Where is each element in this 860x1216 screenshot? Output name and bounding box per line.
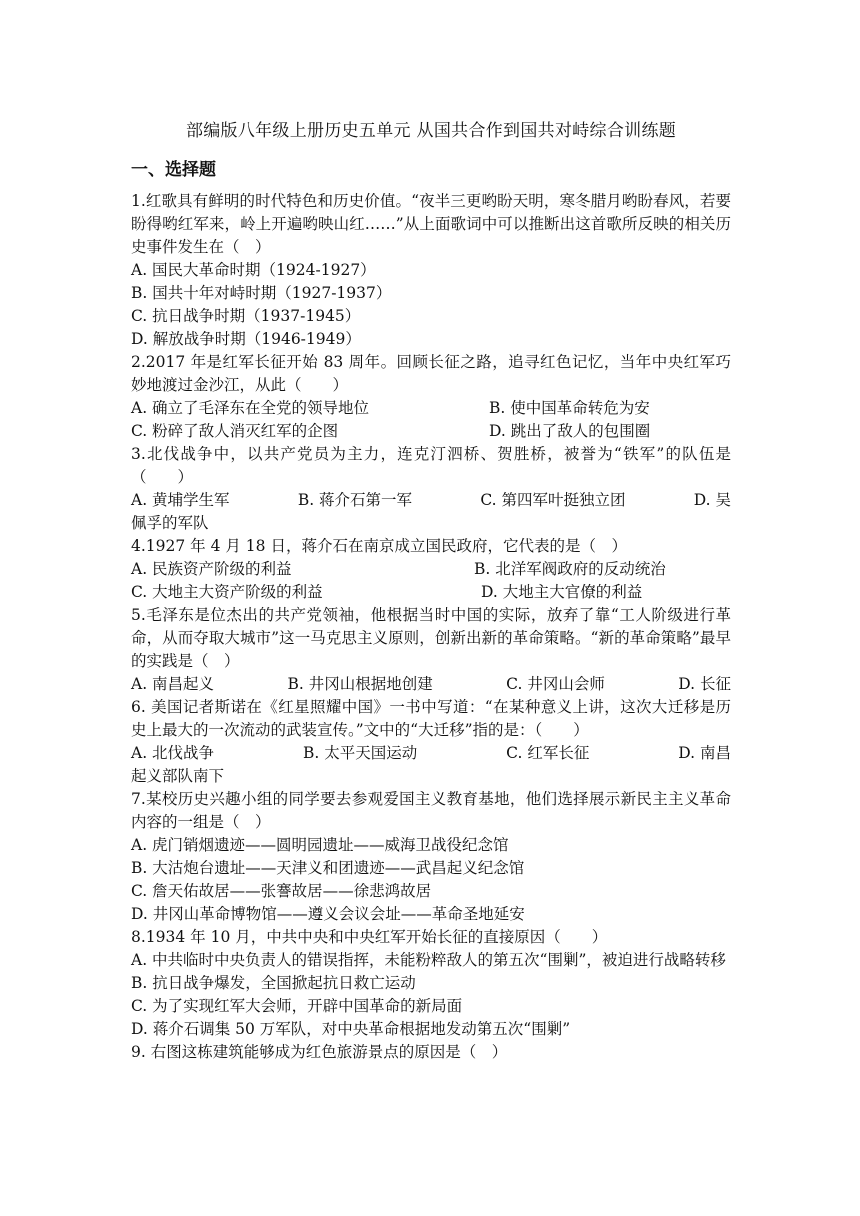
question-stem: 1.红歌具有鲜明的时代特色和历史价值。“夜半三更哟盼天明，寒冬腊月哟盼春风，若要盼得哟红军来，岭上开遍哟映山红……”从上面歌词中可以推断出这首歌所反映的相关历史事件发生在（ ） (131, 192, 731, 256)
option-d-continued: 佩孚的军队 (131, 514, 209, 532)
question-9 (131, 1041, 731, 1064)
option-b: B. 井冈山根据地创建 (287, 675, 433, 693)
option-b: B. 大沽炮台遗址——天津义和团遗迹——武昌起义纪念馆 (131, 859, 525, 877)
option-d: D. 长征 (678, 675, 731, 693)
question-stem: 2.2017 年是红军长征开始 83 周年。回顾长征之路，追寻红色记忆，当年中央红军巧妙地渡过金沙江，从此（ ） (131, 353, 731, 394)
option-c: C. 詹天佑故居——张謇故居——徐悲鸿故居 (131, 882, 432, 900)
option-d: D. 吴 (693, 491, 731, 509)
document-title: 部编版八年级上册历史五单元 从国共合作到国共对峙综合训练题 (185, 121, 677, 141)
option-d-continued: 起义部队南下 (131, 767, 225, 785)
option-d: D. 跳出了敌人的包围圈 (489, 422, 651, 440)
question-stem: 4.1927 年 4 月 18 日，蒋介石在南京成立国民政府，它代表的是（ ） (131, 537, 627, 555)
option-b: B. 北洋军阀政府的反动统治 (474, 560, 666, 578)
option-d: D. 解放战争时期（1946-1949） (131, 330, 361, 348)
question-stem: 3.北伐战争中，以共产党员为主力，连克汀泗桥、贺胜桥，被誉为“铁军”的队伍是（ ） (131, 445, 731, 486)
option-a: A. 北伐战争 (131, 744, 215, 762)
option-d: D. 大地主大官僚的利益 (481, 583, 643, 601)
option-c: C. 粉碎了敌人消灭红军的企图 (131, 422, 339, 440)
option-d: D. 蒋介石调集 50 万军队，对中央革命根据地发动第五次“围剿” (131, 1020, 571, 1038)
option-b: B. 抗日战争爆发，全国掀起抗日救亡运动 (131, 974, 416, 992)
option-c: C. 第四军叶挺独立团 (480, 491, 626, 509)
option-b: B. 使中国革命转危为安 (489, 399, 650, 417)
document-page (131, 116, 731, 1064)
question-7 (131, 788, 731, 926)
option-a: A. 中共临时中央负责人的错误指挥，未能粉粹敌人的第五次“围剿”，被迫进行战略转移 (131, 951, 726, 969)
option-a: A. 虎门销烟遗迹——圆明园遗址——威海卫战役纪念馆 (131, 836, 509, 854)
question-stem: 6. 美国记者斯诺在《红星照耀中国》一书中写道：“在某种意义上讲，这次大迁移是历史上最大的一次流动的武装宣传。”文中的“大迁移”指的是：（ ） (131, 698, 731, 739)
question-stem: 9. 右图这栋建筑能够成为红色旅游景点的原因是（ ） (131, 1043, 508, 1061)
option-c: C. 井冈山会师 (506, 675, 605, 693)
question-3 (131, 443, 731, 535)
question-stem: 5.毛泽东是位杰出的共产党领袖，他根据当时中国的实际，放弃了靠“工人阶级进行革命，从而夺取大城市”这一马克思主义原则，创新出新的革命策略。“新的革命策略”最早的实践是（ ） (131, 606, 731, 670)
option-a: A. 民族资产阶级的利益 (131, 560, 292, 578)
option-a: A. 南昌起义 (131, 675, 215, 693)
option-c: C. 为了实现红军大会师，开辟中国革命的新局面 (131, 997, 463, 1015)
option-b: B. 蒋介石第一军 (297, 491, 413, 509)
option-a: A. 确立了毛泽东在全党的领导地位 (131, 399, 370, 417)
option-d: D. 井冈山革命博物馆——遵义会议会址——革命圣地延安 (131, 905, 525, 923)
question-stem: 8.1934 年 10 月，中共中央和中央红军开始长征的直接原因（ ） (131, 928, 608, 946)
question-8 (131, 926, 731, 1041)
option-a: A. 国民大革命时期（1924-1927） (131, 261, 376, 279)
option-c: C. 抗日战争时期（1937-1945） (131, 307, 361, 325)
question-2 (131, 351, 731, 443)
question-1 (131, 190, 731, 351)
section-heading: 一、选择题 (131, 160, 216, 180)
option-c: C. 红军长征 (506, 744, 590, 762)
option-b: B. 国共十年对峙时期（1927-1937） (131, 284, 392, 302)
option-b: B. 太平天国运动 (302, 744, 418, 762)
option-c: C. 大地主大资产阶级的利益 (131, 583, 323, 601)
question-6 (131, 696, 731, 788)
option-a: A. 黄埔学生军 (131, 491, 230, 509)
question-5 (131, 604, 731, 696)
question-stem: 7.某校历史兴趣小组的同学要去参观爱国主义教育基地，他们选择展示新民主主义革命内容的一组是（ ） (131, 790, 731, 831)
option-d: D. 南昌 (678, 744, 731, 762)
question-4 (131, 535, 731, 604)
